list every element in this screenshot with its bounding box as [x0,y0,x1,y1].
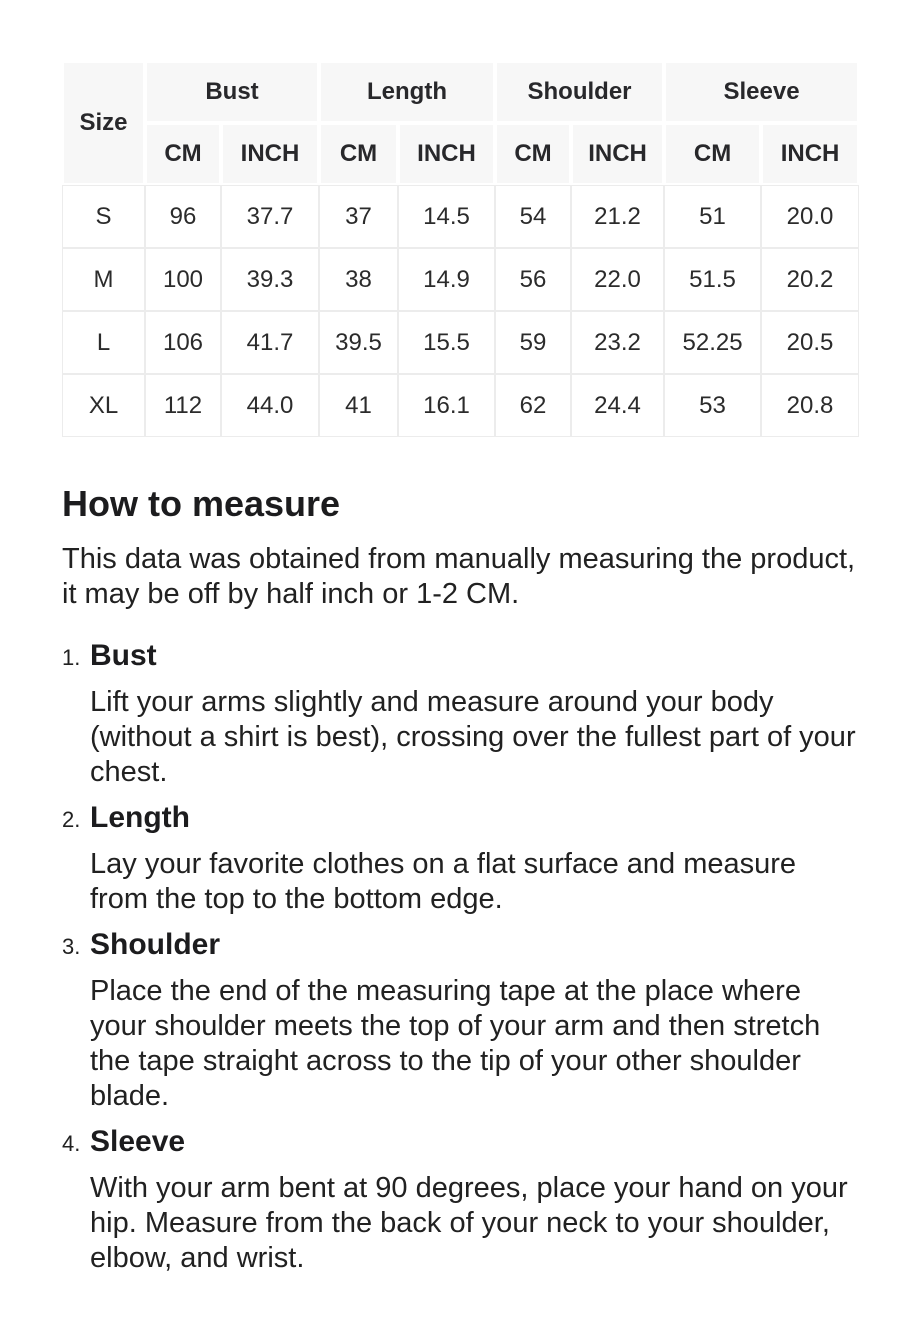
step-title: Sleeve [90,1125,186,1158]
step-description: With your arm bent at 90 degrees, place your hand on your hip. Measure from the back of your neck to your shoulder, elbow, and wrist. [90,1172,848,1274]
table-cell: 54 [495,185,571,248]
unit-header-cm: CM [495,123,571,185]
column-header-shoulder: Shoulder [495,61,664,123]
column-header-sleeve: Sleeve [664,61,859,123]
list-item-shoulder [62,927,858,1114]
size-cell: M [62,248,145,311]
unit-header-inch: INCH [398,123,495,185]
step-header [62,1124,858,1162]
unit-header-cm: CM [664,123,761,185]
unit-header-cm: CM [319,123,398,185]
step-description: Place the end of the measuring tape at the place where your shoulder meets the top of your arm and then stretch the tape straight across to the tip of your other shoulder blade. [90,975,821,1112]
table-cell: 20.2 [761,248,859,311]
table-cell: 100 [145,248,221,311]
table-cell: 39.3 [221,248,319,311]
table-cell: 53 [664,374,761,437]
table-header-row-groups [62,61,859,123]
step-number: 1. [62,645,81,670]
unit-header-inch: INCH [221,123,319,185]
column-header-bust: Bust [145,61,319,123]
unit-header-cm: CM [145,123,221,185]
table-cell: 62 [495,374,571,437]
table-cell: 96 [145,185,221,248]
table-cell: 41.7 [221,311,319,374]
step-description: Lift your arms slightly and measure around your body (without a shirt is best), crossing over the fullest part of your chest. [90,686,856,788]
table-cell: 15.5 [398,311,495,374]
size-cell: XL [62,374,145,437]
table-cell: 51.5 [664,248,761,311]
step-number: 3. [62,934,81,959]
column-header-length: Length [319,61,495,123]
table-cell: 21.2 [571,185,664,248]
table-cell: 38 [319,248,398,311]
table-cell: 56 [495,248,571,311]
table-row-size-m [62,248,859,311]
table-cell: 51 [664,185,761,248]
step-number: 2. [62,807,81,832]
step-title: Bust [90,639,157,672]
table-cell: 52.25 [664,311,761,374]
size-cell: S [62,185,145,248]
table-cell: 24.4 [571,374,664,437]
step-header [62,638,858,676]
table-cell: 37.7 [221,185,319,248]
table-cell: 20.0 [761,185,859,248]
table-cell: 112 [145,374,221,437]
table-cell: 44.0 [221,374,319,437]
list-item-bust [62,638,858,790]
step-header [62,927,858,965]
table-cell: 20.5 [761,311,859,374]
table-cell: 23.2 [571,311,664,374]
table-cell: 14.9 [398,248,495,311]
table-row-size-l [62,311,859,374]
step-title: Length [90,801,190,834]
table-cell: 37 [319,185,398,248]
measure-steps-list [62,638,858,1276]
list-item-length [62,800,858,917]
unit-header-inch: INCH [761,123,859,185]
table-cell: 106 [145,311,221,374]
size-cell: L [62,311,145,374]
table-row-size-s [62,185,859,248]
column-header-size: Size [62,61,145,185]
step-description: Lay your favorite clothes on a flat surface and measure from the top to the bottom edge. [90,848,797,915]
table-cell: 39.5 [319,311,398,374]
unit-header-inch: INCH [571,123,664,185]
table-cell: 20.8 [761,374,859,437]
step-header [62,800,858,838]
table-cell: 16.1 [398,374,495,437]
list-item-sleeve [62,1124,858,1276]
table-cell: 22.0 [571,248,664,311]
step-number: 4. [62,1131,81,1156]
table-cell: 59 [495,311,571,374]
table-cell: 41 [319,374,398,437]
step-title: Shoulder [90,928,221,961]
table-cell: 14.5 [398,185,495,248]
size-chart-table [62,61,859,437]
table-header-row-units [62,123,859,185]
how-to-measure-intro: This data was obtained from manually measuring the product, it may be off by half inch or 1-2 CM. [62,543,856,610]
table-row-size-xl [62,374,859,437]
how-to-measure-heading: How to measure [62,483,341,524]
